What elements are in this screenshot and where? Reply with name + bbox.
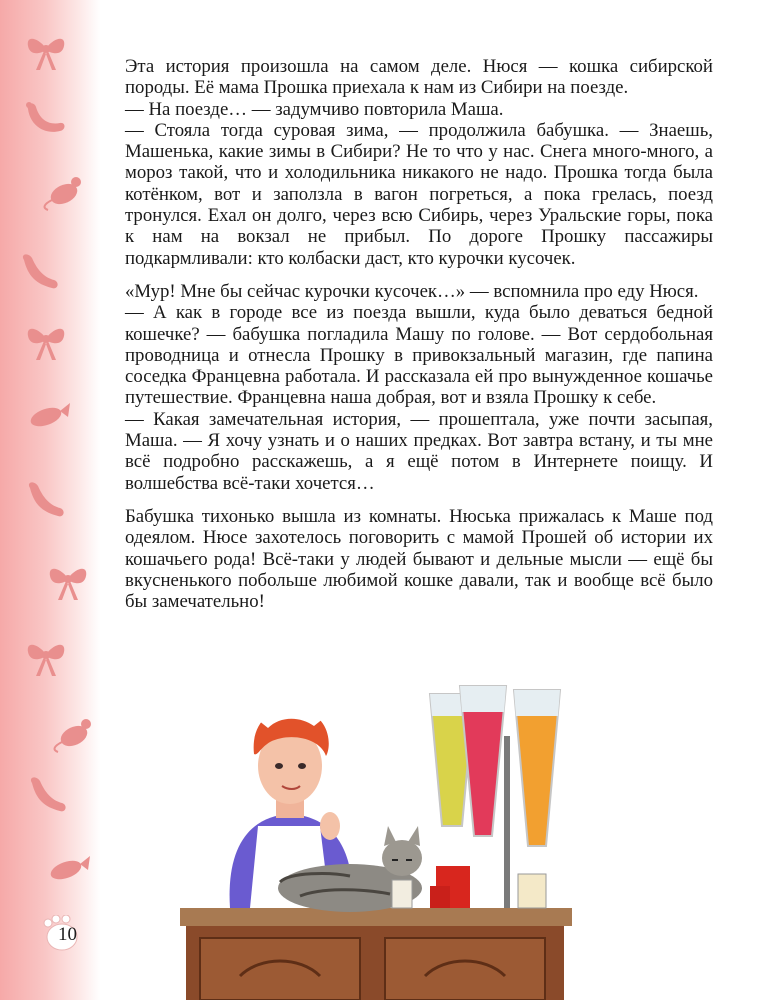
- paragraph: «Мур! Мне бы сейчас курочки кусочек…» — вспомнила про еду Нюся.: [125, 280, 699, 302]
- sausage-icon: [22, 775, 70, 819]
- milk-glass: [392, 880, 412, 908]
- paragraph: — Стояла тогда суровая зима, — продолжила бабушка. — Знаешь, Машенька, какие зимы в Сибири? Не то что у нас. Снега много-много, а мороз такой, что и холодильника никакого не надо. Прошка тогда была котёнком, вот и заползла в вагон погреться, а пока грелась, поезд тронулся. Ехал он долго, через всю Сибирь, через Уральские горы, пока к нам на вокзал не прибыл. По дороге Прошку пассажиры подкармливали: кто колбаски даст, кто курочки кусочек.: [125, 119, 713, 269]
- bow-icon: [44, 560, 92, 604]
- paragraph: Эта история произошла на самом деле. Нюся — кошка сибирской породы. Её мама Прошка приехала к нам из Сибири на поезде.: [125, 56, 713, 99]
- sausage-icon: [20, 480, 68, 524]
- paragraph: — А как в городе все из поезда вышли, куда было деваться бедной кошечке? — бабушка погладила Машу по голове. — Вот сердобольная проводница и отнесла Прошку в привокзальный магазин, где папина соседка Францевна работала. И рассказала ей про вынужденное кошачье путешествие. Францевна наша добрая, вот и взяла Прошку к себе.: [125, 302, 713, 409]
- bow-icon: [22, 30, 70, 74]
- story-text: [125, 56, 713, 612]
- paragraph: — На поезде… — задумчиво повторила Маша.: [125, 98, 504, 120]
- page-number: 10: [58, 924, 77, 945]
- sausage-icon: [14, 250, 62, 294]
- paragraph: — Какая замечательная история, — прошептала, уже почти засыпая, Маша. — Я хочу узнать и о наших предках. Вот завтра встану, и ты мне всё подробно расскажешь, а я ещё потом в Интернете поищу. И волшебства всё-таки хочется…: [125, 408, 713, 494]
- page-number-badge: [42, 915, 82, 953]
- shop-counter-illustration: [180, 676, 580, 1000]
- paragraph: Бабушка тихонько вышла из комнаты. Нюська прижалась к Маше под одеялом. Нюсе захотелось поговорить с мамой Прошей об истории их кошачьего рода! Всё-таки у людей бывают и дельные мысли — ещё бы вкусненького побольше любимой кошке давали, так и вообще всё было бы замечательно!: [125, 505, 713, 613]
- counter-top: [180, 908, 572, 926]
- fish-icon: [44, 848, 92, 892]
- bow-icon: [22, 320, 70, 364]
- juice-dispenser: [430, 686, 560, 908]
- mouse-icon: [48, 710, 96, 754]
- fish-icon: [24, 395, 72, 439]
- bow-icon: [22, 636, 70, 680]
- mouse-icon: [38, 168, 86, 212]
- sausage-icon: [20, 95, 68, 139]
